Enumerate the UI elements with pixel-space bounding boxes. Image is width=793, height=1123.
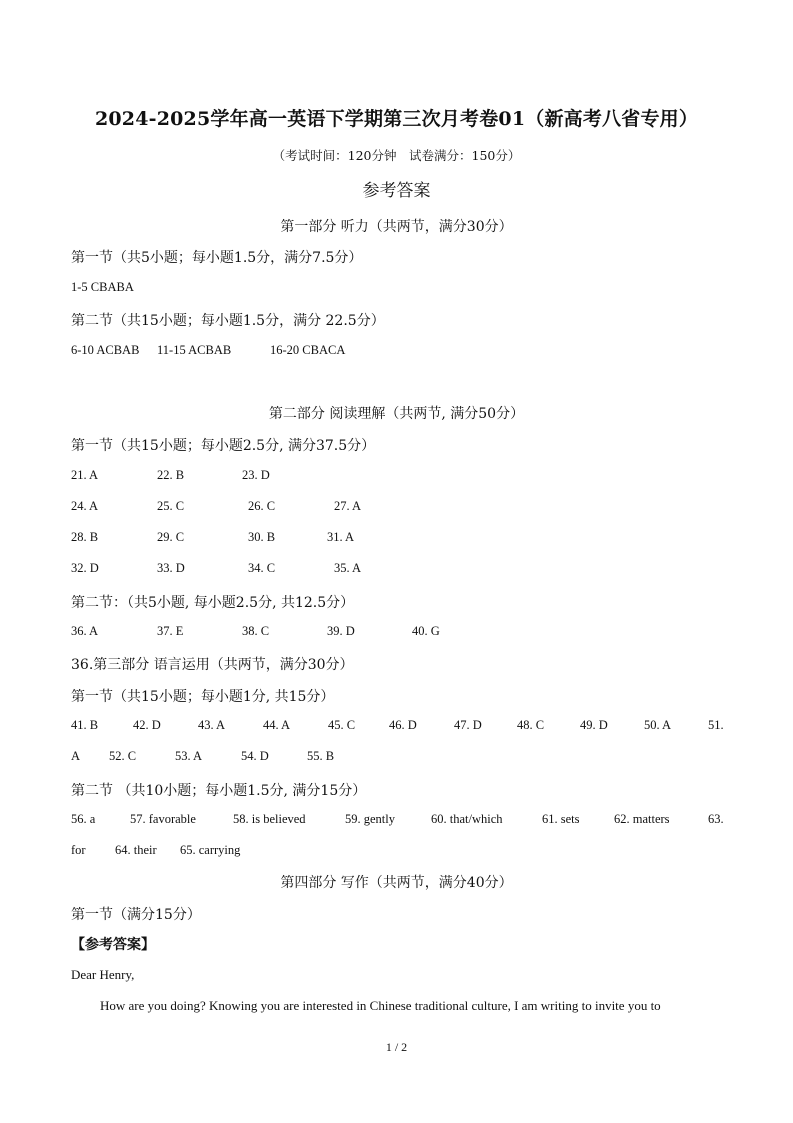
part1-heading: 第一部分 听力（共两节，满分30分） <box>280 219 513 235</box>
answer-group: 6-10 ACBAB <box>71 343 140 357</box>
answer-item: 31. A <box>327 530 355 544</box>
answer-item: 61. sets <box>542 812 580 826</box>
answer-item: 53. A <box>175 749 203 763</box>
answer-item: 62. matters <box>614 812 670 826</box>
answer-item: 28. B <box>71 530 99 544</box>
answer-item: for <box>71 843 86 857</box>
answer-item: 47. D <box>454 718 482 732</box>
answer-item: 22. B <box>157 468 185 482</box>
answer-item: 40. G <box>412 624 440 638</box>
answer-item: A <box>71 749 81 763</box>
part3-section2-title: 第二节 （共10小题；每小题1.5分, 满分15分） <box>71 783 367 799</box>
answer-item: 49. D <box>580 718 608 732</box>
reference-answer-label: 【参考答案】 <box>71 937 155 953</box>
answer-item: 52. C <box>109 749 137 763</box>
answer-item: 33. D <box>157 561 185 575</box>
part3-heading: 36.第三部分 语言运用（共两节，满分30分） <box>71 657 354 673</box>
answer-item: 34. C <box>248 561 276 575</box>
answer-group: 16-20 CBACA <box>270 343 346 357</box>
part1-section1-answers: 1-5 CBABA <box>71 280 134 294</box>
answer-item: 27. A <box>334 499 362 513</box>
answer-item: 32. D <box>71 561 99 575</box>
part4-section1-title: 第一节（满分15分） <box>71 907 201 923</box>
answers-heading: 参考答案 <box>362 181 431 201</box>
answer-item: 50. A <box>644 718 672 732</box>
answer-item: 64. their <box>115 843 157 857</box>
answer-item: 59. gently <box>345 812 395 826</box>
answer-item: 38. C <box>242 624 270 638</box>
answer-item: 23. D <box>242 468 270 482</box>
answer-item: 26. C <box>248 499 276 513</box>
part4-heading: 第四部分 写作（共两节，满分40分） <box>280 875 513 891</box>
answer-item: 41. B <box>71 718 99 732</box>
letter-paragraph: How are you doing? Knowing you are interested in Chinese traditional culture, I am writing to invite you to <box>100 998 661 1013</box>
answer-item: 57. favorable <box>130 812 196 826</box>
answer-item: 54. D <box>241 749 269 763</box>
answer-item: 56. a <box>71 812 96 826</box>
answer-item: 21. A <box>71 468 99 482</box>
answer-item: 25. C <box>157 499 185 513</box>
answer-item: 39. D <box>327 624 355 638</box>
part1-section1-title: 第一节（共5小题；每小题1.5分，满分7.5分） <box>71 250 363 266</box>
answer-item: 45. C <box>328 718 356 732</box>
answer-item: 63. <box>708 812 724 826</box>
answer-item: 58. is believed <box>233 812 306 826</box>
answer-item: 43. A <box>198 718 226 732</box>
letter-salutation: Dear Henry, <box>71 967 135 982</box>
part2-heading: 第二部分 阅读理解（共两节, 满分50分） <box>268 406 525 422</box>
answer-item: 36. A <box>71 624 99 638</box>
answer-item: 60. that/which <box>431 812 503 826</box>
part2-section1-title: 第一节（共15小题；每小题2.5分, 满分37.5分） <box>71 438 376 454</box>
answer-item: 46. D <box>389 718 417 732</box>
answer-item: 29. C <box>157 530 185 544</box>
answer-item: 55. B <box>307 749 335 763</box>
answer-item: 44. A <box>263 718 291 732</box>
answer-item: 24. A <box>71 499 99 513</box>
answer-item: 37. E <box>157 624 184 638</box>
exam-info: （考试时间：120分钟 试卷满分：150分） <box>272 148 521 163</box>
answer-group: 11-15 ACBAB <box>157 343 232 357</box>
answer-item: 48. C <box>517 718 545 732</box>
answer-item: 65. carrying <box>180 843 241 857</box>
part1-section2-title: 第二节（共15小题；每小题1.5分，满分 22.5分） <box>71 313 385 329</box>
page-number: 1 / 2 <box>385 1040 408 1054</box>
answer-item: 42. D <box>133 718 161 732</box>
answer-item: 51. <box>708 718 724 732</box>
part3-section1-title: 第一节（共15小题；每小题1分, 共15分） <box>71 689 335 705</box>
answer-item: 35. A <box>334 561 362 575</box>
answer-item: 30. B <box>248 530 276 544</box>
part2-section2-title: 第二节：（共5小题, 每小题2.5分, 共12.5分） <box>71 595 355 611</box>
page-title: 2024-2025学年高一英语下学期第三次月考卷01（新高考八省专用） <box>94 108 699 130</box>
